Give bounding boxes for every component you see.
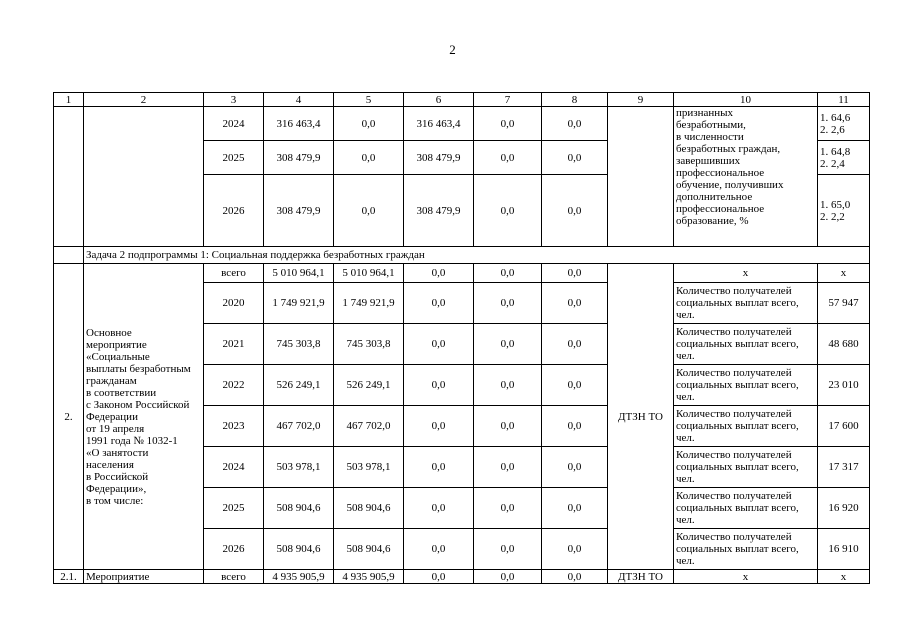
- value-cell: 0,0: [334, 141, 404, 175]
- value-cell: 503 978,1: [264, 447, 334, 488]
- value-cell: 308 479,9: [404, 141, 474, 175]
- value-cell: 0,0: [542, 365, 608, 406]
- year-cell: 2025: [204, 141, 264, 175]
- row-number-cell: [54, 107, 84, 247]
- indicator-cell: признанных безработными, в численности безработных граждан, завершивших профессиональное обучение, получивших дополнительное профессиональное образование, %: [674, 107, 818, 247]
- target-value-cell: 1. 64,6 2. 2,6: [818, 107, 870, 141]
- value-cell: 0,0: [474, 365, 542, 406]
- year-cell: всего: [204, 264, 264, 283]
- value-cell: 526 249,1: [334, 365, 404, 406]
- year-cell: 2024: [204, 107, 264, 141]
- header-cell: 2: [84, 93, 204, 107]
- target-value-cell: 57 947: [818, 283, 870, 324]
- table-row: [54, 264, 870, 283]
- value-cell: 0,0: [474, 406, 542, 447]
- table-row: [54, 570, 870, 584]
- value-cell: 467 702,0: [334, 406, 404, 447]
- target-value-cell: х: [818, 264, 870, 283]
- indicator-cell: Количество получателей социальных выплат всего, чел.: [674, 447, 818, 488]
- year-cell: всего: [204, 570, 264, 584]
- value-cell: 0,0: [542, 283, 608, 324]
- program-table: [53, 92, 870, 584]
- value-cell: 0,0: [404, 365, 474, 406]
- header-cell: 1: [54, 93, 84, 107]
- year-cell: 2024: [204, 447, 264, 488]
- value-cell: 0,0: [474, 570, 542, 584]
- event-name-cell: Основное мероприятие «Социальные выплаты безработным гражданам в соответствии с Законом Российской Федерации от 19 апреля 1991 года № 1032-1 «О занятости населения в Российской Федерации», в том числе:: [84, 264, 204, 570]
- value-cell: 0,0: [334, 107, 404, 141]
- indicator-cell: Количество получателей социальных выплат всего, чел.: [674, 283, 818, 324]
- value-cell: 0,0: [542, 324, 608, 365]
- value-cell: 0,0: [404, 264, 474, 283]
- year-cell: 2026: [204, 175, 264, 247]
- target-value-cell: х: [818, 570, 870, 584]
- value-cell: 4 935 905,9: [264, 570, 334, 584]
- value-cell: 5 010 964,1: [264, 264, 334, 283]
- value-cell: 0,0: [474, 141, 542, 175]
- year-cell: 2025: [204, 488, 264, 529]
- target-value-cell: 17 317: [818, 447, 870, 488]
- value-cell: 4 935 905,9: [334, 570, 404, 584]
- executor-cell: ДТЗН ТО: [608, 570, 674, 584]
- value-cell: 1 749 921,9: [264, 283, 334, 324]
- value-cell: 745 303,8: [264, 324, 334, 365]
- header-cell: 8: [542, 93, 608, 107]
- value-cell: 308 479,9: [264, 141, 334, 175]
- value-cell: 0,0: [542, 175, 608, 247]
- value-cell: 508 904,6: [264, 488, 334, 529]
- value-cell: 0,0: [542, 107, 608, 141]
- value-cell: 508 904,6: [334, 488, 404, 529]
- indicator-cell: х: [674, 570, 818, 584]
- year-cell: 2021: [204, 324, 264, 365]
- indicator-cell: Количество получателей социальных выплат всего, чел.: [674, 529, 818, 570]
- value-cell: 467 702,0: [264, 406, 334, 447]
- value-cell: 0,0: [404, 447, 474, 488]
- header-row: [54, 93, 870, 107]
- header-cell: 5: [334, 93, 404, 107]
- value-cell: 0,0: [474, 264, 542, 283]
- value-cell: 0,0: [474, 107, 542, 141]
- value-cell: 0,0: [542, 406, 608, 447]
- row-number-cell: 2.: [54, 264, 84, 570]
- value-cell: 0,0: [404, 488, 474, 529]
- value-cell: 316 463,4: [264, 107, 334, 141]
- target-value-cell: 16 920: [818, 488, 870, 529]
- target-value-cell: 48 680: [818, 324, 870, 365]
- target-value-cell: 23 010: [818, 365, 870, 406]
- indicator-cell: Количество получателей социальных выплат всего, чел.: [674, 406, 818, 447]
- value-cell: 0,0: [542, 447, 608, 488]
- header-cell: 7: [474, 93, 542, 107]
- value-cell: 5 010 964,1: [334, 264, 404, 283]
- year-cell: 2020: [204, 283, 264, 324]
- value-cell: 0,0: [542, 488, 608, 529]
- value-cell: 0,0: [404, 406, 474, 447]
- header-cell: 6: [404, 93, 474, 107]
- task-empty-cell: [54, 247, 84, 264]
- executor-cell: ДТЗН ТО: [608, 264, 674, 570]
- indicator-cell: Количество получателей социальных выплат всего, чел.: [674, 324, 818, 365]
- event-name-cell: [84, 107, 204, 247]
- value-cell: 0,0: [542, 141, 608, 175]
- value-cell: 526 249,1: [264, 365, 334, 406]
- header-cell: 9: [608, 93, 674, 107]
- value-cell: 503 978,1: [334, 447, 404, 488]
- target-value-cell: 1. 65,0 2. 2,2: [818, 175, 870, 247]
- value-cell: 508 904,6: [334, 529, 404, 570]
- year-cell: 2023: [204, 406, 264, 447]
- value-cell: 0,0: [474, 283, 542, 324]
- header-cell: 10: [674, 93, 818, 107]
- value-cell: 745 303,8: [334, 324, 404, 365]
- value-cell: 0,0: [542, 529, 608, 570]
- table-row: [54, 107, 870, 141]
- value-cell: 1 749 921,9: [334, 283, 404, 324]
- value-cell: 0,0: [474, 175, 542, 247]
- value-cell: 316 463,4: [404, 107, 474, 141]
- indicator-cell: х: [674, 264, 818, 283]
- value-cell: 0,0: [474, 324, 542, 365]
- value-cell: 0,0: [404, 283, 474, 324]
- header-cell: 11: [818, 93, 870, 107]
- year-cell: 2022: [204, 365, 264, 406]
- indicator-cell: Количество получателей социальных выплат всего, чел.: [674, 365, 818, 406]
- header-cell: 4: [264, 93, 334, 107]
- value-cell: 0,0: [542, 570, 608, 584]
- indicator-cell: Количество получателей социальных выплат всего, чел.: [674, 488, 818, 529]
- event-name-cell: Мероприятие: [84, 570, 204, 584]
- task-row: [54, 247, 870, 264]
- year-cell: 2026: [204, 529, 264, 570]
- value-cell: 0,0: [474, 447, 542, 488]
- value-cell: 0,0: [474, 529, 542, 570]
- target-value-cell: 16 910: [818, 529, 870, 570]
- page-number: 2: [449, 42, 456, 57]
- value-cell: 508 904,6: [264, 529, 334, 570]
- value-cell: 0,0: [404, 570, 474, 584]
- value-cell: 0,0: [404, 324, 474, 365]
- header-cell: 3: [204, 93, 264, 107]
- task-title: Задача 2 подпрограммы 1: Социальная поддержка безработных граждан: [84, 247, 870, 264]
- value-cell: 0,0: [474, 488, 542, 529]
- value-cell: 0,0: [542, 264, 608, 283]
- executor-cell: [608, 107, 674, 247]
- target-value-cell: 1. 64,8 2. 2,4: [818, 141, 870, 175]
- row-number-cell: 2.1.: [54, 570, 84, 584]
- value-cell: 0,0: [404, 529, 474, 570]
- target-value-cell: 17 600: [818, 406, 870, 447]
- value-cell: 308 479,9: [404, 175, 474, 247]
- value-cell: 308 479,9: [264, 175, 334, 247]
- value-cell: 0,0: [334, 175, 404, 247]
